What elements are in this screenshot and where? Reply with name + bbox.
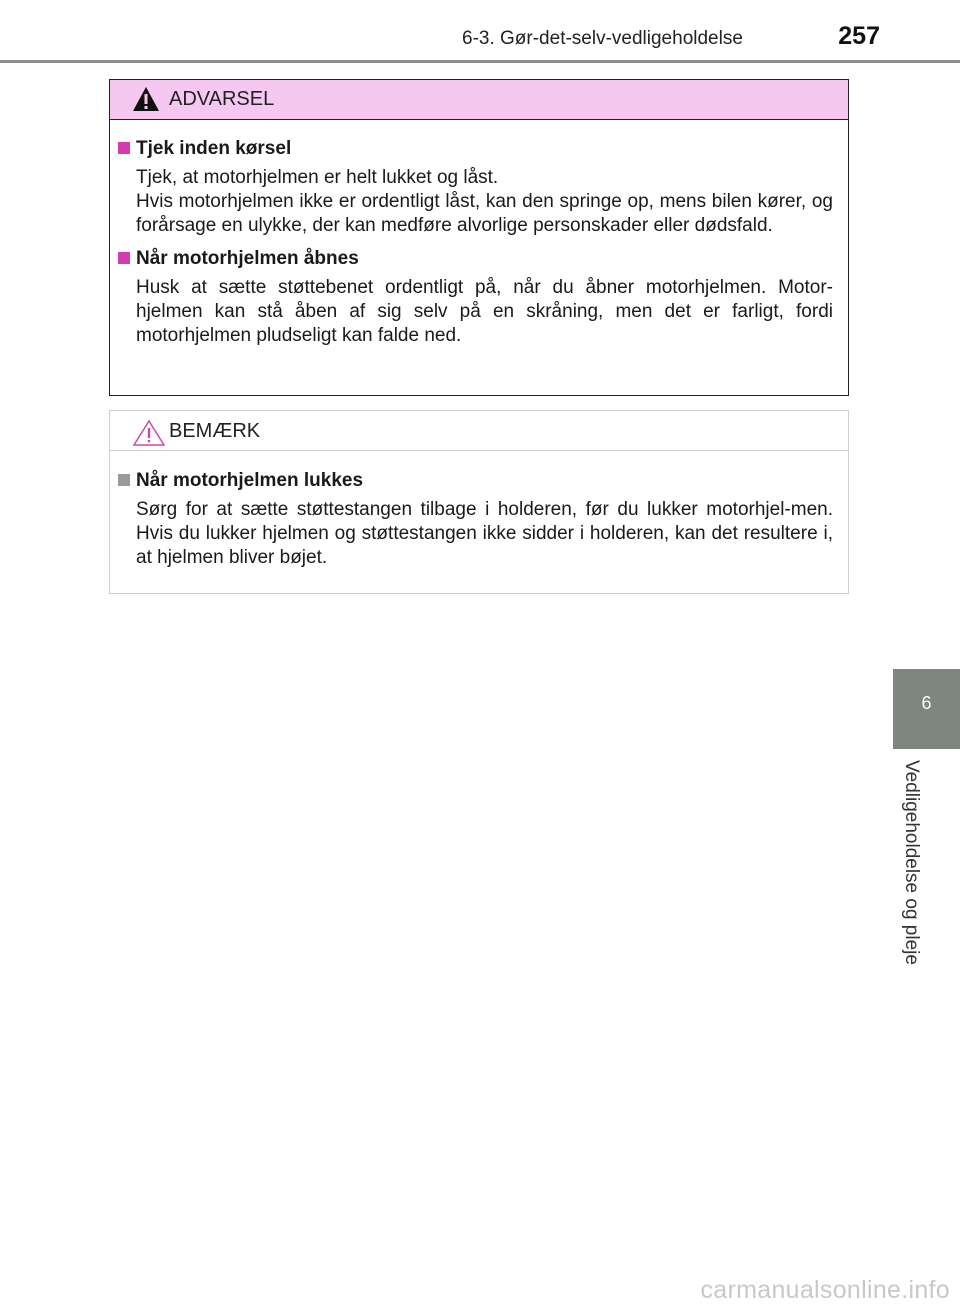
warning-item	[110, 247, 848, 348]
item-body	[136, 498, 833, 570]
header-divider	[0, 60, 960, 63]
item-title: Når motorhjelmen lukkes	[136, 470, 364, 491]
warning-triangle-icon	[132, 86, 160, 112]
notice-title: BEMÆRK	[169, 420, 261, 442]
item-line: Husk at sætte støttebenet ordentligt på, når du åbner motorhjelmen. Motor-hjelmen kan stå åben af sig selv på en skråning, men det er farligt, fordi motorhjelmen pludseligt kan falde ned.	[136, 277, 833, 346]
caution-triangle-icon	[132, 419, 166, 447]
square-bullet-icon	[118, 252, 130, 264]
item-line: Tjek, at motorhjelmen er helt lukket og låst.	[136, 167, 499, 188]
item-line: Hvis motorhjelmen ikke er ordentligt låst, kan den springe op, mens bilen kører, og forårsage en ulykke, der kan medføre alvorlige personskader eller dødsfald.	[136, 191, 833, 236]
page-number: 257	[838, 22, 880, 50]
watermark: carmanualsonline.info	[700, 1276, 950, 1304]
warning-item	[110, 137, 848, 238]
item-line: Sørg for at sætte støttestangen tilbage i holderen, før du lukker motorhjel-men. Hvis du lukker hjelmen og støttestangen ikke sidder i holderen, kan det resultere i, at hjelmen bliver bøjet.	[136, 499, 833, 568]
item-body	[136, 166, 833, 238]
chapter-label: Vedligeholdelse og pleje	[901, 760, 922, 965]
item-title: Når motorhjelmen åbnes	[136, 248, 359, 269]
notice-item	[110, 469, 848, 570]
warning-title: ADVARSEL	[169, 88, 275, 110]
chapter-number: 6	[921, 693, 932, 713]
notice-box	[109, 410, 849, 594]
item-body	[136, 276, 833, 348]
chapter-tab	[893, 669, 960, 749]
warning-box	[109, 79, 849, 396]
item-title: Tjek inden kørsel	[136, 138, 292, 159]
notice-header	[110, 411, 848, 451]
warning-header	[110, 80, 848, 120]
section-header: 6-3. Gør-det-selv-vedligeholdelse	[462, 28, 743, 49]
square-bullet-icon	[118, 142, 130, 154]
square-bullet-icon	[118, 474, 130, 486]
